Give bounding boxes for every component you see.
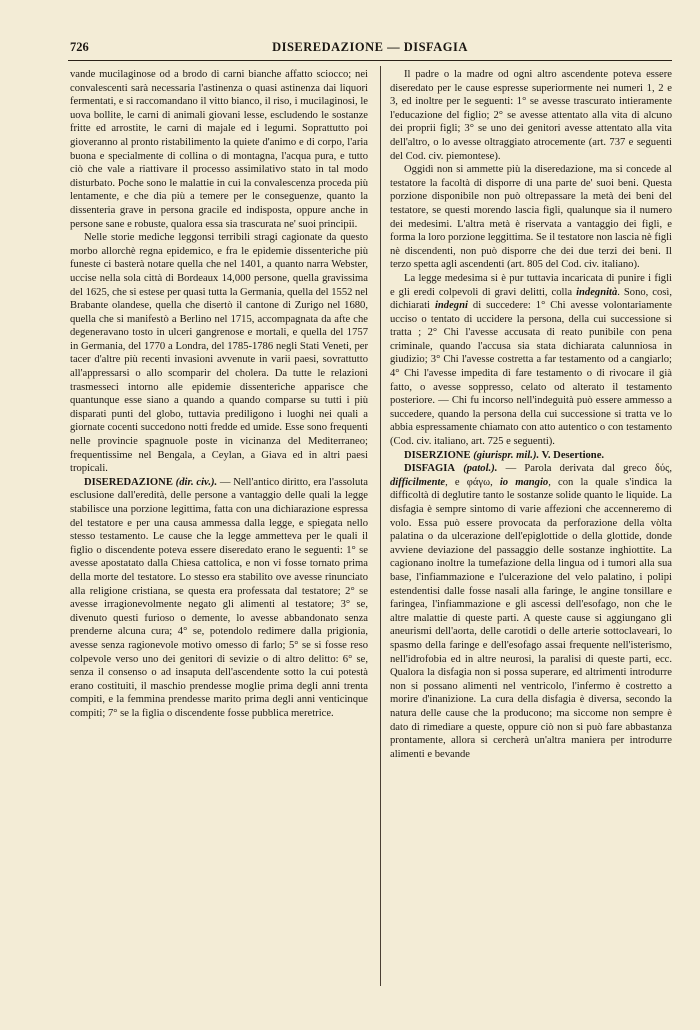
right-paragraph-3	[390, 272, 672, 449]
text-run: La legge medesima si è pur tuttavia incaricata di punire i figli e gli eredi colpevoli di gravi delitti, colla	[390, 272, 672, 298]
entry-disfagia	[390, 462, 672, 761]
italic-term: indegnità	[576, 286, 618, 298]
left-paragraph-2: Nelle storie mediche leggonsi terribili stragi cagionate da questo morbo allorchè regna epidemico, e fra le epidemie dissenteriche più funeste ci basterà notare quella che nel 1401, a quanto narra Webster, uccise nella sola città di Bordeaux 14,000 persone, quella gravissima del 1625, che si estese per quasi tutta la Germania, quella del 1552 nel Brabante olandese, quella che disertò il cantone di Zurigo nel 1680, quella che si manifestò a Berlino nel 1715, accompagnata da afte che degeneravano tosto in ulceri gangrenose e mortali, e quella del 1757 in Germania, del 1770 a Londra, del 1785-1786 negli Stati Veneti, per tacer d'altre più recenti invasioni avvenute in varii paesi, sovrattutto all'appressarsi o allo scomparir del cholera. Da tutte le relazioni trasmesseci intorno alle epidemie dissenteriche apparisce che quantunque esse siano a quando a quando comparse su tutti i più disparati punti del globo, tuttavia prediligono i luoghi nei quali a giornate cocenti succedono notti fredde ed umide. Esse sono frequenti nelle provincie spagnuole poste in vicinanza del Mediterraneo; frequentissime nel Bengala, a Ceylan, a Giava ed in altri paesi tropicali.	[70, 232, 368, 475]
text-run: , e φάγω,	[445, 476, 500, 488]
right-paragraph-1: Il padre o la madre od ogni altro ascendente poteva essere diseredato per le cause espresse superiormente nei numeri 1, 2 e 3, ed inoltre per le seguenti: 1° se avesse trascurato intieramente l'educazione del figlio; 2° se avesse attentato alla vita di alcuno dei proprii figli; 3° se uno dei genitori avesse attentato alla vita dell'altro, o lo avesse oltraggiato atrocemente (art. 737 e seguenti del Cod. civ. piemontese).	[390, 69, 672, 162]
right-paragraph-2: Oggidì non si ammette più la diseredazione, ma si concede al testatore la facoltà di disporre di una parte de' suoi beni. Questa porzione disponibile non può oltrepassare la metà dei beni del testatore, se questi morendo lascia figli, qualunque sia il numero dei medesimi. L'altra metà è riservata a vantaggio dei figli, e forma la loro porzione leggittima. Se il testatore non lascia nè figli nè discendenti, non può disporre che dei due terzi dei beni. Il terzo spetta agli ascendenti (art. 805 del Cod. civ. italiano).	[390, 164, 672, 271]
italic-term: io mangio	[499, 476, 549, 488]
text-run: — Parola derivata dal greco δύς,	[497, 463, 672, 475]
header-rule	[68, 60, 672, 61]
entry-qualifier: (giurispr. mil.).	[473, 449, 540, 461]
italic-term: indegni	[434, 300, 468, 312]
running-title: DISEREDAZIONE — DISFAGIA	[272, 40, 468, 54]
page-header	[68, 40, 672, 58]
entry-term: DISEREDAZIONE	[84, 476, 173, 488]
entry-term: DISFAGIA	[404, 463, 456, 475]
column-divider	[380, 66, 381, 986]
entry-text: — Nell'antico diritto, era l'assoluta esclusione dall'eredità, delle persone a vantaggio delle quali la legge stabilisce una porzione legittima, fatta con una dichiarazione espressa del testatore e per una causa ammessa dalla legge, e spiegata nello stesso testamento. Le cause che la legge ammetteva per le quali il figlio o discendente poteva essere diseredato erano le seguenti: 1° se avesse apostatato dalla Chiesa cattolica, e non vi fosse tornato prima della morte del testatore. Lo stesso era stabilito ove avesse rinunciato alla religione cristiana, se questa era professata dal testatore; 2° se avesse irragionevolmente negato gli alimenti al testatore; 3° se, divenuto questi furioso o demente, lo avesse abbandonato senza prenderne alcuna cura; 4° se, potendolo redimere dalla prigionia, avesse senza ragionevole motivo omesso di farlo; 5° se si fosse reso colpevole verso uno dei genitori di sevizie o di altro delitto: 6° se, senza il consenso o ad insaputa dell'ascendente sotto la cui potestà erano costituiti, il maschio prendesse moglie prima degli anni trenta compiti, e la femmina prendesse marito prima degli anni venticinque compiti; 7° se la figlia o discendente fosse pubblica meretrice.	[70, 476, 368, 719]
text-run: , con la quale s'indica la difficoltà di deglutire tanto le sostanze solide quanto le liquide. La disfagia è sempre sintomo di varie affezioni che accenneremo di volo. Essa può essere provocata da perforazione della vòlta palatina o da ulcerazione dell'epiglottide o della glottide, donde avviene deviazione del passaggio delle sostanze inghiottite. La cagionano inoltre la tumefazione della lingua od i tumori alla sua base, l'infiammazione e l'ulcerazione del velo palatino, i polipi estendentisi dalle fosse nasali alla faringe, le angine tonsillare e faringea, l'infiammazione e gli ascessi dell'esofago, non che le altre malattie di queste parti. A queste cause si aggiungano gli aneurismi dell'aorta, delle carotidi o delle arterie sottoclaveari, lo spasmo della faringe e dell'esofago assai frequente nell'isterismo, nell'idrofobia ed in altre neurosi, la paralisi di queste parti, ecc. Qualora la disfagia non si possa superare, ed altrimenti introdurre non si possano alimenti nel ventricolo, l'infermo è costretto a morire d'inanizione. La cura della disfagia è diversa, secondo la natura delle cause che la producono; ma siccome non sempre è dato di rimediare a queste, oppure ciò non si può fare abbastanza prontamente, allora si cercherà un'altra maniera per introdurre alimenti e bevande	[390, 476, 672, 760]
cross-reference: V. Desertione.	[539, 449, 605, 461]
left-column	[70, 68, 368, 1008]
entry-qualifier: (dir. civ.).	[175, 476, 218, 488]
page-number: 726	[70, 40, 89, 54]
text-run: . Sono, così, dichiarati	[390, 286, 672, 312]
right-column	[390, 68, 672, 1008]
left-paragraph-1: vande mucilaginose od a brodo di carni bianche affatto sciocco; nei convalescenti sarà necessaria l'astinenza o quasi astinenza dai liquori fermentati, e si raccomandano il vitto bianco, il riso, i mucilaginosi, le uova bollite, le carni di animali giovani lesse, escludendo le sostanze fritte ed arrostite, le carni di majale ed i legumi. Soprattutto poi gioveranno al pronto ristabilimento la quiete d'animo e di corpo, l'aria buona e specialmente di collina o di montagna, l'acqua pura, e tutto ciò che vale a riattivare il processo assimilativo stato in tal modo disturbato. Poche sono le malattie in cui la convalescenza proceda più lentamente, e che dia più a temere per le conseguenze, quanto la dissenteria grave in persona gracile ed indisposta, oppure anche in persone sane e robuste, qualora essa sia trascurata ne' suoi principii.	[70, 69, 368, 230]
entry-diseredazione	[70, 476, 368, 721]
entry-term: DISERZIONE	[404, 449, 471, 461]
entry-qualifier: (patol.).	[463, 463, 498, 475]
entry-diserzione	[390, 449, 672, 463]
italic-term: difficilmente	[390, 476, 446, 488]
text-run: di succedere: 1° Chi avesse volontariamente ucciso o tentato di uccidere la persona, della cui successione si tratta ; 2° Chi l'avesse accusata di reato punibile con pena criminale, quando l'accusa sia stata dichiarata calunniosa in giudizio; 3° Chi l'avesse costretta a far testamento od a cangiarlo; 4° Chi l'avesse impedita di fare testamento o di rivocare il già fatto, o avesse soppresso, celato od alterato il testamento posteriore. — Chi fu incorso nell'indeguità può essere ammesso a succedere, quando la persona della cui successione si tratta ve lo abbia espressamente chiamato con atto autentico o con testamento (Cod. civ. italiano, art. 725 e seguenti).	[390, 300, 672, 448]
